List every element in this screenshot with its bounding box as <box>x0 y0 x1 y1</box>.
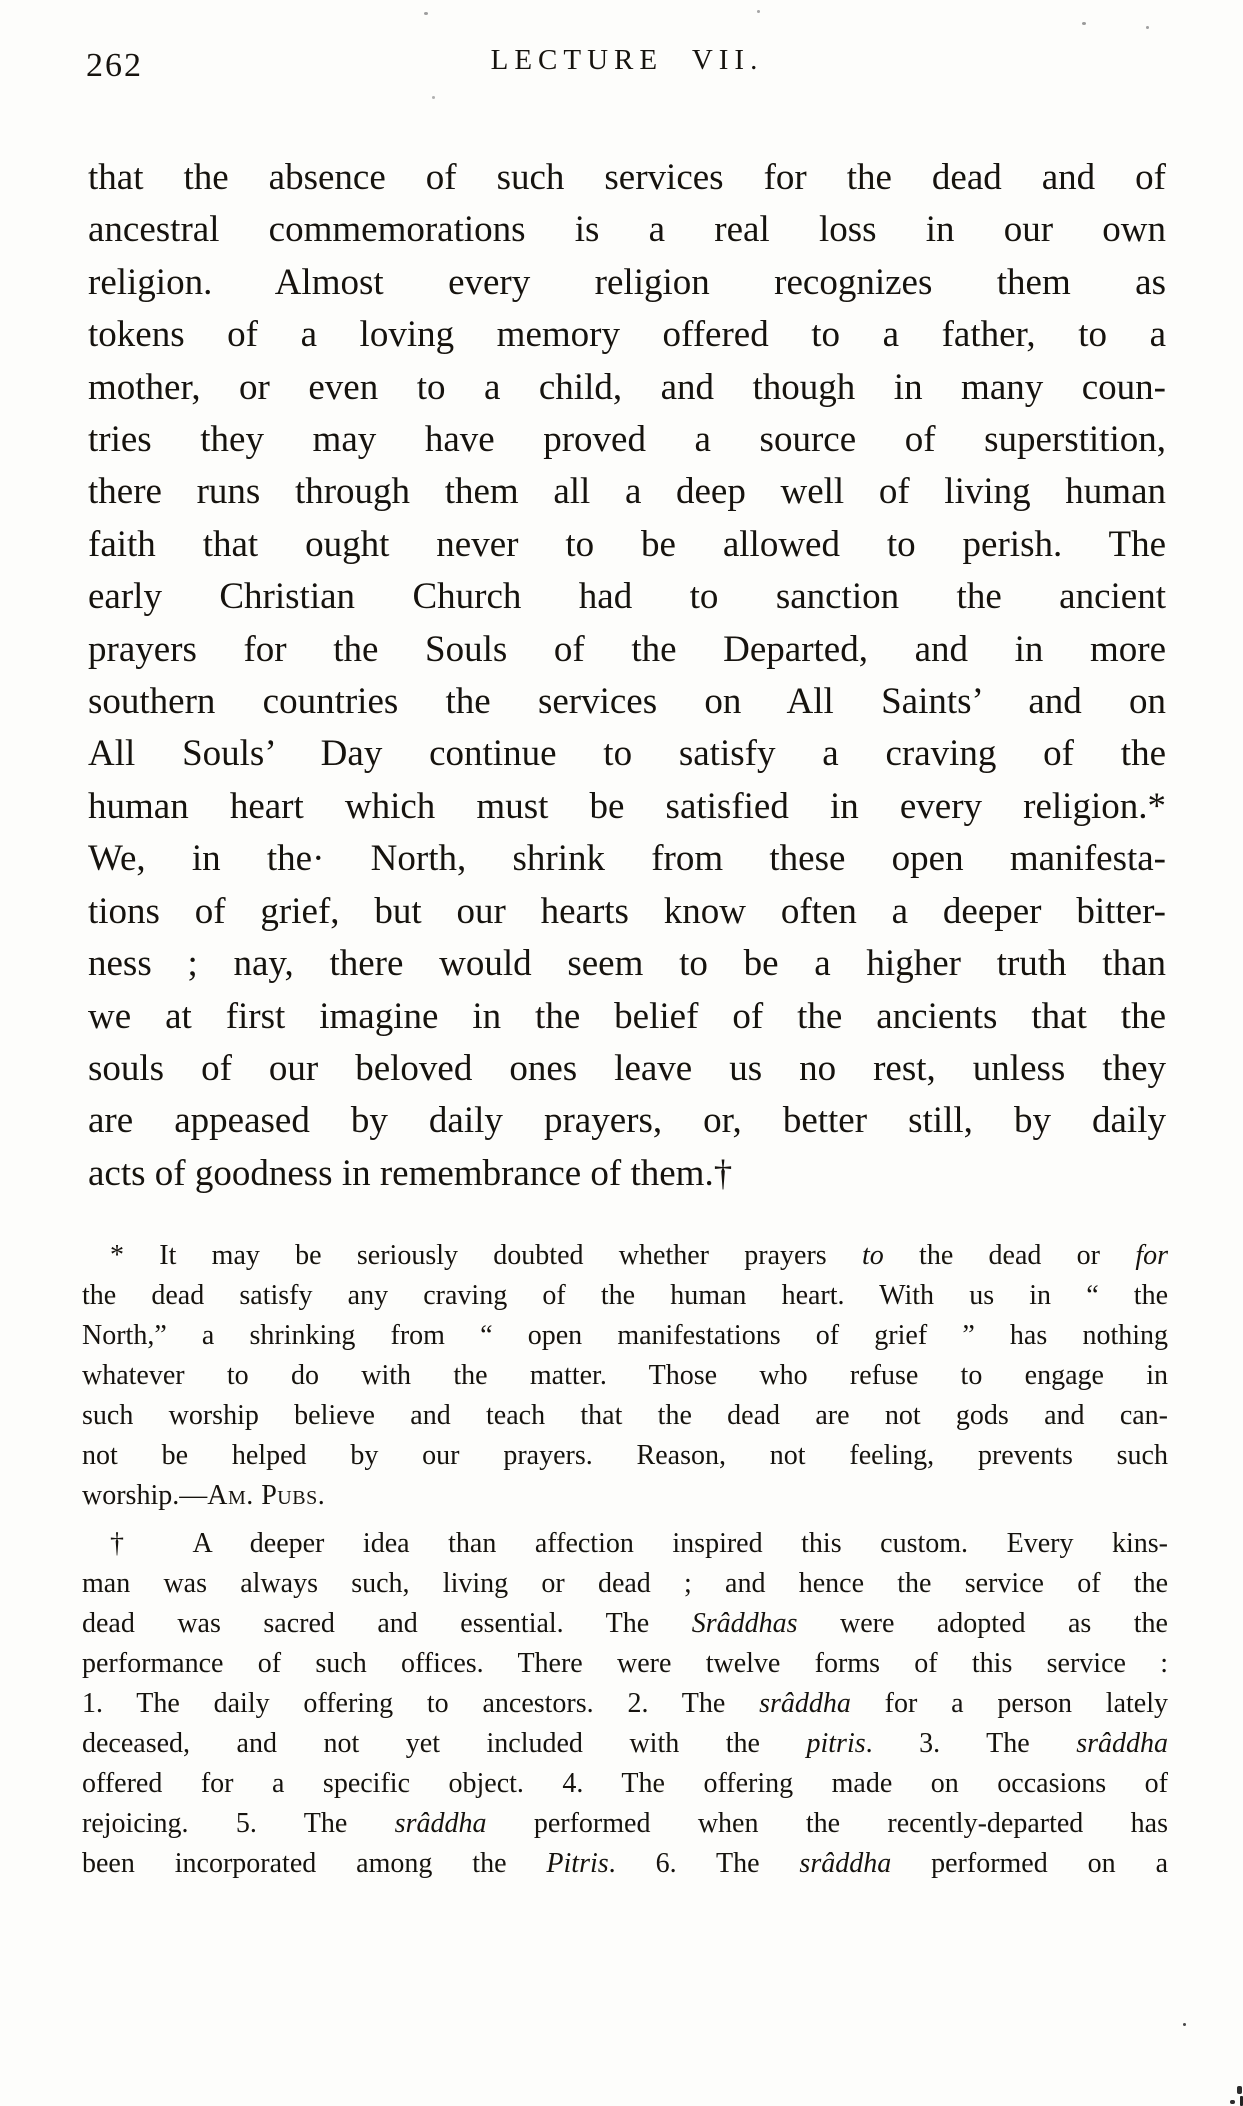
text-line: there runs through them all a deep well of living human <box>88 471 1166 513</box>
smallcaps-text: Am. Pubs. <box>207 1480 326 1511</box>
text-line <box>82 1684 1168 1724</box>
italic-text: to <box>861 1240 884 1271</box>
text-segment: performed on a <box>891 1848 1168 1879</box>
text-segment: the dead or <box>883 1240 1136 1271</box>
text-line: southern countries the services on All Saints’ and on <box>88 681 1166 723</box>
italic-text: for <box>1135 1240 1168 1271</box>
page-header <box>88 44 1166 92</box>
text-line: faith that ought never to be allowed to perish. The <box>88 523 1166 565</box>
italic-text: srâddha <box>799 1848 892 1879</box>
scan-artifact <box>1237 2086 1242 2094</box>
scan-artifact <box>1082 22 1086 25</box>
text-segment: * It may be seriously doubted whether prayers <box>110 1240 862 1271</box>
text-segment: been incorporated among the <box>82 1848 547 1879</box>
text-line: ness ; nay, there would seem to be a higher truth than <box>88 943 1166 985</box>
text-line <box>82 1804 1168 1844</box>
text-line: acts of goodness in remembrance of them.† <box>88 1152 733 1194</box>
scan-artifact <box>757 10 760 13</box>
main-paragraph <box>88 152 1166 1200</box>
text-line: prayers for the Souls of the Departed, and in more <box>88 628 1166 670</box>
text-segment: deceased, and not yet included with the <box>82 1728 807 1759</box>
text-line <box>82 1844 1168 1884</box>
text-line: offered for a specific object. 4. The offering made on occasions of <box>82 1768 1168 1799</box>
running-title: LECTURE VII. <box>490 44 764 76</box>
text-line: tokens of a loving memory offered to a father, to a <box>88 314 1166 356</box>
italic-text: pitris <box>806 1728 866 1759</box>
text-segment: 1. The daily offering to ancestors. 2. The <box>82 1688 760 1719</box>
text-line: we at first imagine in the belief of the ancients that the <box>88 995 1166 1037</box>
text-line: mother, or even to a child, and though in many coun- <box>88 366 1166 408</box>
text-line: religion. Almost every religion recognizes them as <box>88 261 1166 303</box>
scan-artifact <box>1183 2023 1186 2026</box>
italic-text: Pitris <box>546 1848 609 1879</box>
italic-text: srâddha <box>759 1688 851 1719</box>
text-line: are appeased by daily prayers, or, better still, by daily <box>88 1100 1166 1142</box>
text-line: that the absence of such services for the dead and of <box>88 157 1166 198</box>
italic-text: Srâddhas <box>691 1608 798 1639</box>
text-segment: worship.— <box>82 1480 208 1511</box>
text-line: whatever to do with the matter. Those who refuse to engage in <box>82 1360 1168 1391</box>
scan-artifact <box>1230 2100 1235 2104</box>
footnotes-section <box>82 1236 1168 1884</box>
text-line: tries they may have proved a source of superstition, <box>88 419 1166 461</box>
text-segment: were adopted as the <box>797 1608 1168 1639</box>
footnote-dagger <box>82 1524 1168 1884</box>
text-line: † A deeper idea than affection inspired this custom. Every kins- <box>110 1528 1168 1559</box>
text-line: We, in the· North, shrink from these open manifesta- <box>88 838 1166 880</box>
text-line <box>82 1476 1168 1516</box>
italic-text: srâddha <box>394 1808 487 1839</box>
scan-artifact <box>424 12 428 15</box>
text-line: early Christian Church had to sanction the ancient <box>88 576 1166 618</box>
scan-artifact <box>1146 26 1149 29</box>
scan-artifact <box>432 96 435 99</box>
page-number: 262 <box>86 47 143 84</box>
text-line: the dead satisfy any craving of the human heart. With us in “ the <box>82 1280 1168 1311</box>
text-line: man was always such, living or dead ; and hence the service of the <box>82 1568 1168 1599</box>
text-line: souls of our beloved ones leave us no rest, unless they <box>88 1047 1166 1089</box>
text-line: performance of such offices. There were twelve forms of this service : <box>82 1648 1168 1679</box>
text-line: such worship believe and teach that the dead are not gods and can- <box>82 1400 1168 1431</box>
text-line: North,” a shrinking from “ open manifestations of grief ” has nothing <box>82 1320 1168 1351</box>
text-line <box>82 1724 1168 1764</box>
text-line: ancestral commemorations is a real loss in our own <box>88 209 1166 251</box>
text-segment: dead was sacred and essential. The <box>82 1608 692 1639</box>
text-line: not be helped by our prayers. Reason, not feeling, prevents such <box>82 1440 1168 1471</box>
text-line <box>82 1604 1168 1644</box>
text-line: human heart which must be satisfied in every religion.* <box>88 785 1166 827</box>
italic-text: srâddha <box>1076 1728 1168 1759</box>
text-line: tions of grief, but our hearts know often a deeper bitter- <box>88 890 1166 932</box>
footnote-asterisk <box>82 1236 1168 1516</box>
text-line: All Souls’ Day continue to satisfy a craving of the <box>88 733 1166 775</box>
text-segment: . 3. The <box>865 1728 1077 1759</box>
text-segment: . 6. The <box>608 1848 800 1879</box>
text-segment: rejoicing. 5. The <box>82 1808 395 1839</box>
text-segment: for a person lately <box>850 1688 1168 1719</box>
text-segment: performed when the recently-departed has <box>486 1808 1168 1839</box>
text-line <box>82 1236 1168 1276</box>
